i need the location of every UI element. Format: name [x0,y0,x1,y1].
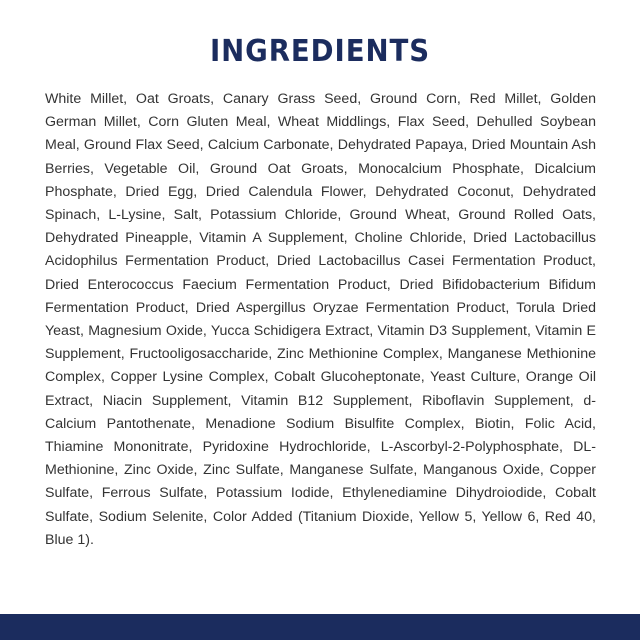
ingredients-list: White Millet, Oat Groats, Canary Grass Seed, Ground Corn, Red Millet, Golden German Millet, Corn Gluten Meal, Wheat Middlings, Flax Seed, Dehulled Soybean Meal, Ground Flax Seed, Calcium Carbonate, Dehydrated Papaya, Dried Mountain Ash Berries, Vegetable Oil, Ground Oat Groats, Monocalcium Phosphate, Dicalcium Phosphate, Dried Egg, Dried Calendula Flower, Dehydrated Coconut, Dehydrated Spinach, L-Lysine, Salt, Potassium Chloride, Ground Wheat, Ground Rolled Oats, Dehydrated Pineapple, Vitamin A Supplement, Choline Chloride, Dried Lactobacillus Acidophilus Fermentation Product, Dried Lactobacillus Casei Fermentation Product, Dried Enterococcus Faecium Fermentation Product, Dried Bifidobacterium Bifidum Fermentation Product, Dried Aspergillus Oryzae Fermentation Product, Torula Dried Yeast, Magnesium Oxide, Yucca Schidigera Extract, Vitamin D3 Supplement, Vitamin E Supplement, Fructooligosaccharide, Zinc Methionine Complex, Manganese Methionine Complex, Copper Lysine Complex, Cobalt Glucoheptonate, Yeast Culture, Orange Oil Extract, Niacin Supplement, Vitamin B12 Supplement, Riboflavin Supplement, d-Calcium Pantothenate, Menadione Sodium Bisulfite Complex, Biotin, Folic Acid, Thiamine Mononitrate, Pyridoxine Hydrochloride, L-Ascorbyl-2-Polyphosphate, DL-Methionine, Zinc Oxide, Zinc Sulfate, Manganese Sulfate, Manganous Oxide, Copper Sulfate, Ferrous Sulfate, Potassium Iodide, Ethylenediamine Dihydroiodide, Cobalt Sulfate, Sodium Selenite, Color Added (Titanium Dioxide, Yellow 5, Yellow 6, Red 40, Blue 1). [45,91,596,548]
page-title: INGREDIENTS [209,34,431,69]
footer-band [0,614,640,640]
